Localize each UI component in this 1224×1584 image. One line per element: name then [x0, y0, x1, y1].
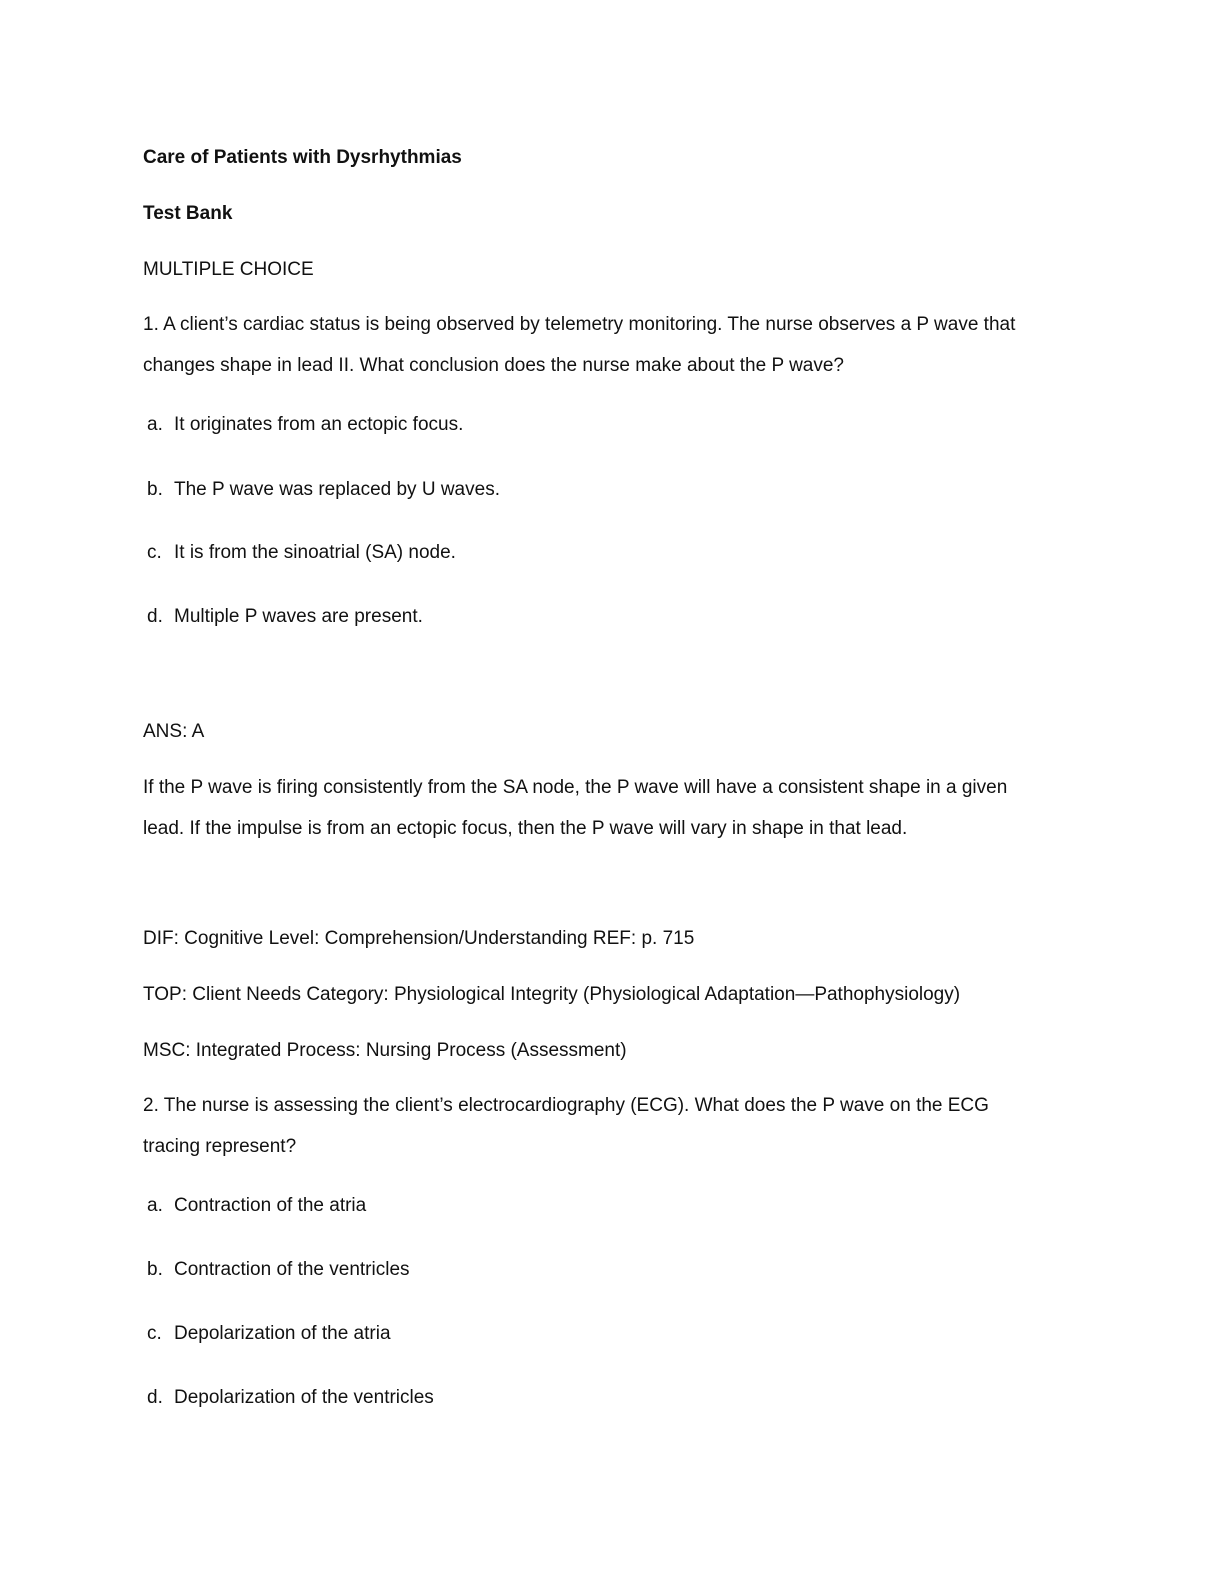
option-text: Depolarization of the ventricles — [174, 1387, 434, 1408]
option-letter: a. — [147, 1195, 163, 1216]
question-1-stem-line-1: 1. A client’s cardiac status is being observed by telemetry monitoring. The nurse observes a P wave that — [143, 314, 1016, 335]
question-2-option-c — [147, 1324, 391, 1343]
question-1-answer: ANS: A — [143, 721, 205, 742]
question-1-option-a — [147, 415, 463, 434]
question-1-rationale-line-1: If the P wave is firing consistently from the SA node, the P wave will have a consistent shape in a given — [143, 777, 1008, 798]
option-text: Depolarization of the atria — [174, 1323, 391, 1344]
question-2-stem-line-2: tracing represent? — [143, 1136, 297, 1157]
question-1-msc: MSC: Integrated Process: Nursing Process (Assessment) — [143, 1040, 627, 1061]
question-2-option-b — [147, 1260, 410, 1279]
option-text: It originates from an ectopic focus. — [174, 414, 464, 435]
option-letter: a. — [147, 414, 163, 435]
option-letter: b. — [147, 1259, 163, 1280]
question-1-dif: DIF: Cognitive Level: Comprehension/Understanding REF: p. 715 — [143, 928, 695, 949]
question-1-rationale-line-2: lead. If the impulse is from an ectopic focus, then the P wave will vary in shape in that lead. — [143, 818, 908, 839]
option-text: Contraction of the ventricles — [174, 1259, 410, 1280]
question-1-option-b — [147, 480, 500, 499]
question-1-option-c — [147, 543, 456, 562]
option-letter: b. — [147, 479, 163, 500]
option-text: It is from the sinoatrial (SA) node. — [174, 542, 456, 563]
option-text: Contraction of the atria — [174, 1195, 367, 1216]
option-letter: d. — [147, 1387, 163, 1408]
question-2-stem-line-1: 2. The nurse is assessing the client’s electrocardiography (ECG). What does the P wave on the ECG — [143, 1095, 989, 1116]
option-letter: d. — [147, 606, 163, 627]
question-1-stem-line-2: changes shape in lead II. What conclusion does the nurse make about the P wave? — [143, 355, 844, 376]
question-1-top: TOP: Client Needs Category: Physiological Integrity (Physiological Adaptation—Pathophysiology) — [143, 984, 961, 1005]
question-2-option-a — [147, 1196, 366, 1215]
option-text: Multiple P waves are present. — [174, 606, 423, 627]
option-text: The P wave was replaced by U waves. — [174, 479, 500, 500]
option-letter: c. — [147, 542, 162, 563]
document-subtitle: Test Bank — [143, 203, 233, 224]
document-title: Care of Patients with Dysrhythmias — [143, 147, 462, 168]
section-heading: MULTIPLE CHOICE — [143, 259, 314, 280]
question-2-option-d — [147, 1388, 434, 1407]
question-1-option-d — [147, 607, 423, 626]
option-letter: c. — [147, 1323, 162, 1344]
